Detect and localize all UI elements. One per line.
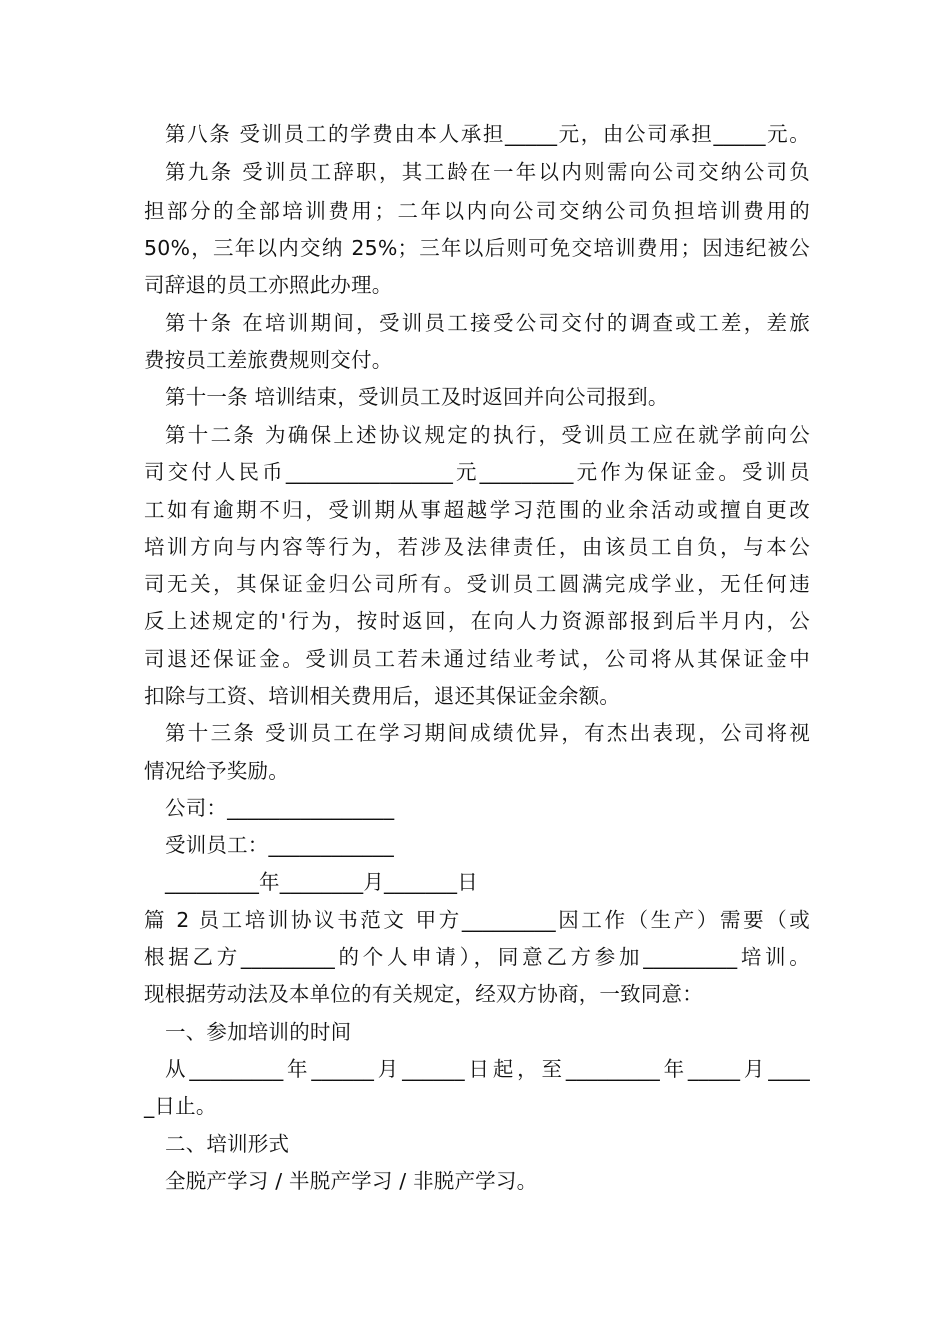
heading-training-time: 一、参加培训的时间 <box>165 1020 352 1044</box>
training-form-options: 全脱产学习 / 半脱产学习 / 非脱产学习。 <box>165 1169 538 1193</box>
article-12-line-2: 司交付人民币________________元_________元作为保证金。受训员 <box>144 460 810 484</box>
training-period-line-2: _日止。 <box>144 1094 217 1118</box>
section-2-line-2: 根据乙方_________的个人申请），同意乙方参加_________培训。 <box>144 945 810 969</box>
article-13-line-2: 情况给予奖励。 <box>144 759 289 783</box>
company-signature-line: 公司：________________ <box>165 796 395 820</box>
section-2-line-1: 篇 2 员工培训协议书范文 甲方_________因工作（生产）需要（或 <box>144 908 810 932</box>
article-9-line-2: 担部分的全部培训费用；二年以内向公司交纳公司负担培训费用的 <box>144 199 810 223</box>
training-period-line-1: 从_________年______月______日起，至_________年_____月____ <box>165 1057 810 1081</box>
date-line: _________年________月_______日 <box>165 870 478 894</box>
article-12-line-5: 司无关，其保证金归公司所有。受训员工圆满完成学业，无任何违 <box>144 572 810 596</box>
article-12-line-6: 反上述规定的'行为，按时返回，在向人力资源部报到后半月内，公 <box>144 609 810 633</box>
article-9-line-1: 第九条 受训员工辞职，其工龄在一年以内则需向公司交纳公司负 <box>165 160 810 184</box>
article-8-line: 第八条 受训员工的学费由本人承担_____元，由公司承担_____元。 <box>165 122 810 146</box>
article-12-line-1: 第十二条 为确保上述协议规定的执行，受训员工应在就学前向公 <box>165 423 810 447</box>
article-12-line-7: 司退还保证金。受训员工若未通过结业考试，公司将从其保证金中 <box>144 647 810 671</box>
article-9-line-3: 50%，三年以内交纳 25%；三年以后则可免交培训费用；因违纪被公 <box>144 236 810 260</box>
trainee-signature-line: 受训员工：____________ <box>165 833 394 857</box>
article-13-line-1: 第十三条 受训员工在学习期间成绩优异，有杰出表现，公司将视 <box>165 721 810 745</box>
article-11-line: 第十一条 培训结束，受训员工及时返回并向公司报到。 <box>165 385 669 409</box>
article-10-line-1: 第十条 在培训期间，受训员工接受公司交付的调查或工差，差旅 <box>165 311 810 335</box>
article-10-line-2: 费按员工差旅费规则交付。 <box>144 348 393 372</box>
section-2-line-3: 现根据劳动法及本单位的有关规定，经双方协商，一致同意： <box>144 982 703 1006</box>
article-12-line-3: 工如有逾期不归，受训期从事超越学习范围的业余活动或擅自更改 <box>144 498 810 522</box>
heading-training-form: 二、培训形式 <box>165 1132 290 1156</box>
article-12-line-4: 培训方向与内容等行为，若涉及法律责任，由该员工自负，与本公 <box>144 535 810 559</box>
article-9-line-4: 司辞退的员工亦照此办理。 <box>144 273 393 297</box>
article-12-line-8: 扣除与工资、培训相关费用后，退还其保证金余额。 <box>144 684 621 708</box>
